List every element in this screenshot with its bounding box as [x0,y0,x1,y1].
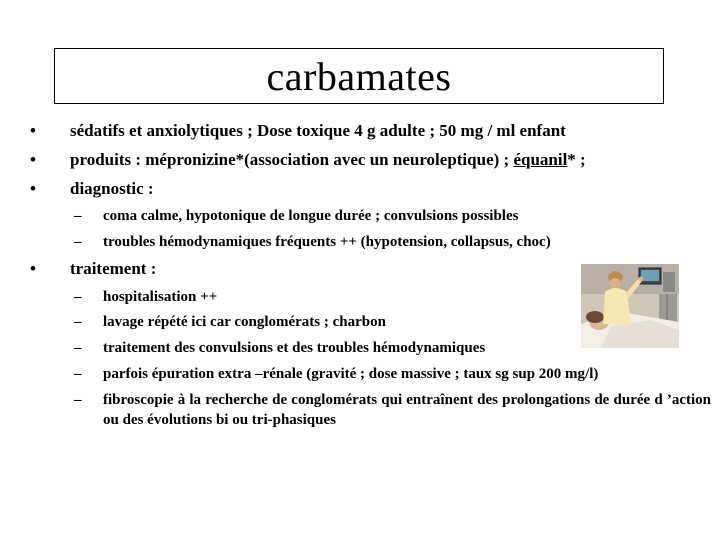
title-box [54,48,664,104]
bullet-text: sédatifs et anxiolytiques ; Dose toxique 4 g adulte ; 50 mg / ml enfant [70,121,566,140]
produits-suffix: * ; [567,150,586,169]
dash-marker: – [74,234,82,250]
bullet-marker: • [30,121,36,140]
hospital-photo [581,264,679,348]
equanil-underlined: équanil [513,150,568,169]
dash-marker: – [74,289,82,305]
dash-marker: – [74,392,82,408]
sub-item-text: coma calme, hypotonique de longue durée ; convulsions possibles [103,208,519,224]
dash-marker: – [74,340,82,356]
sub-item-text: hospitalisation ++ [103,289,218,305]
bullet-text: traitement : [70,259,157,278]
produits-text: produits : mépronizine*(association avec un neuroleptique) ; [70,150,514,169]
slide-title: carbamates [266,53,452,99]
hospital-photo-illustration [581,264,679,348]
bullet-marker: • [30,179,36,198]
bullet-text: diagnostic : [70,179,154,198]
bullet-marker: • [30,150,36,169]
bullet-item-produits [0,148,700,172]
dash-marker: – [74,366,82,382]
sub-item-text: troubles hémodynamiques fréquents ++ (hypotension, collapsus, choc) [103,234,551,250]
sub-item-text: fibroscopie à la recherche de conglomérats qui entraînent des prolongations de durée d ’action ou des évolutions bi ou tri-phasiques [103,392,711,428]
sub-item-text: traitement des convulsions et des troubles hémodynamiques [103,340,486,356]
bullet-item-sedatifs [0,119,700,143]
bullet-text [70,148,586,172]
dash-marker: – [74,208,82,224]
sub-item-text: parfois épuration extra –rénale (gravité ; dose massive ; taux sg sup 200 mg/l) [103,366,599,382]
bullet-marker: • [30,259,36,278]
sub-item-text: lavage répété ici car conglomérats ; charbon [103,314,386,330]
dash-marker: – [74,314,82,330]
bullet-item-diagnostic [0,177,700,201]
